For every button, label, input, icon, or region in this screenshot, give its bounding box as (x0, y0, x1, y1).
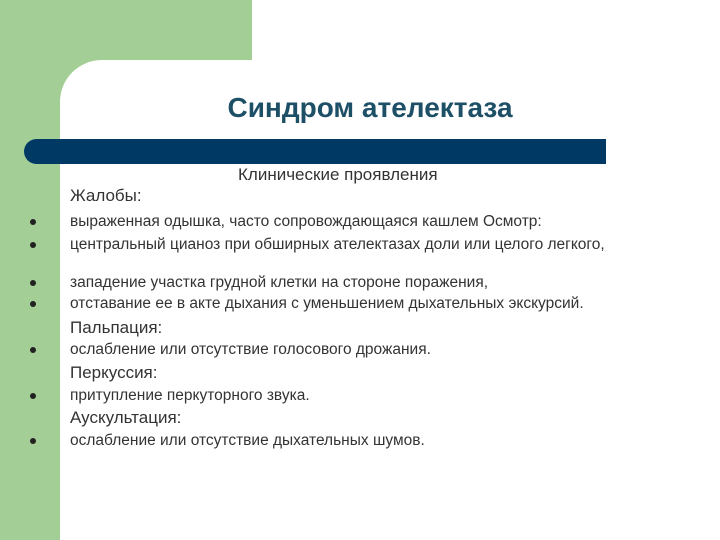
list-item-text: притупление перкуторного звука. (70, 387, 310, 404)
list-item-text: выраженная одышка, часто сопровождающаяся кашлем Осмотр: (70, 213, 542, 230)
bullet-icon (30, 242, 36, 248)
title-underline-bar (24, 139, 606, 164)
bullet-icon (30, 301, 36, 307)
bullet-icon (30, 393, 36, 399)
bullet-icon (30, 219, 36, 225)
section-complaints: Жалобы: (70, 186, 142, 205)
section-palpation: Пальпация: (70, 318, 163, 337)
list-item-text: ослабление или отсутствие дыхательных шумов. (70, 432, 425, 449)
bullet-icon (30, 438, 36, 444)
list-item-text: центральный цианоз при обширных ателектазах доли или целого легкого, (70, 236, 605, 253)
slide-title: Синдром ателектаза (227, 92, 513, 123)
bullet-icon (30, 280, 36, 286)
section-percussion: Перкуссия: (70, 363, 158, 382)
bullet-icon (30, 347, 36, 353)
list-item-text: западение участка грудной клетки на стороне поражения, (70, 274, 489, 291)
slide-subtitle: Клинические проявления (238, 165, 438, 184)
section-auscultation: Аускультация: (70, 408, 182, 427)
list-item-text: ослабление или отсутствие голосового дрожания. (70, 341, 431, 358)
list-item-text: отставание ее в акте дыхания с уменьшением дыхательных экскурсий. (70, 295, 584, 312)
